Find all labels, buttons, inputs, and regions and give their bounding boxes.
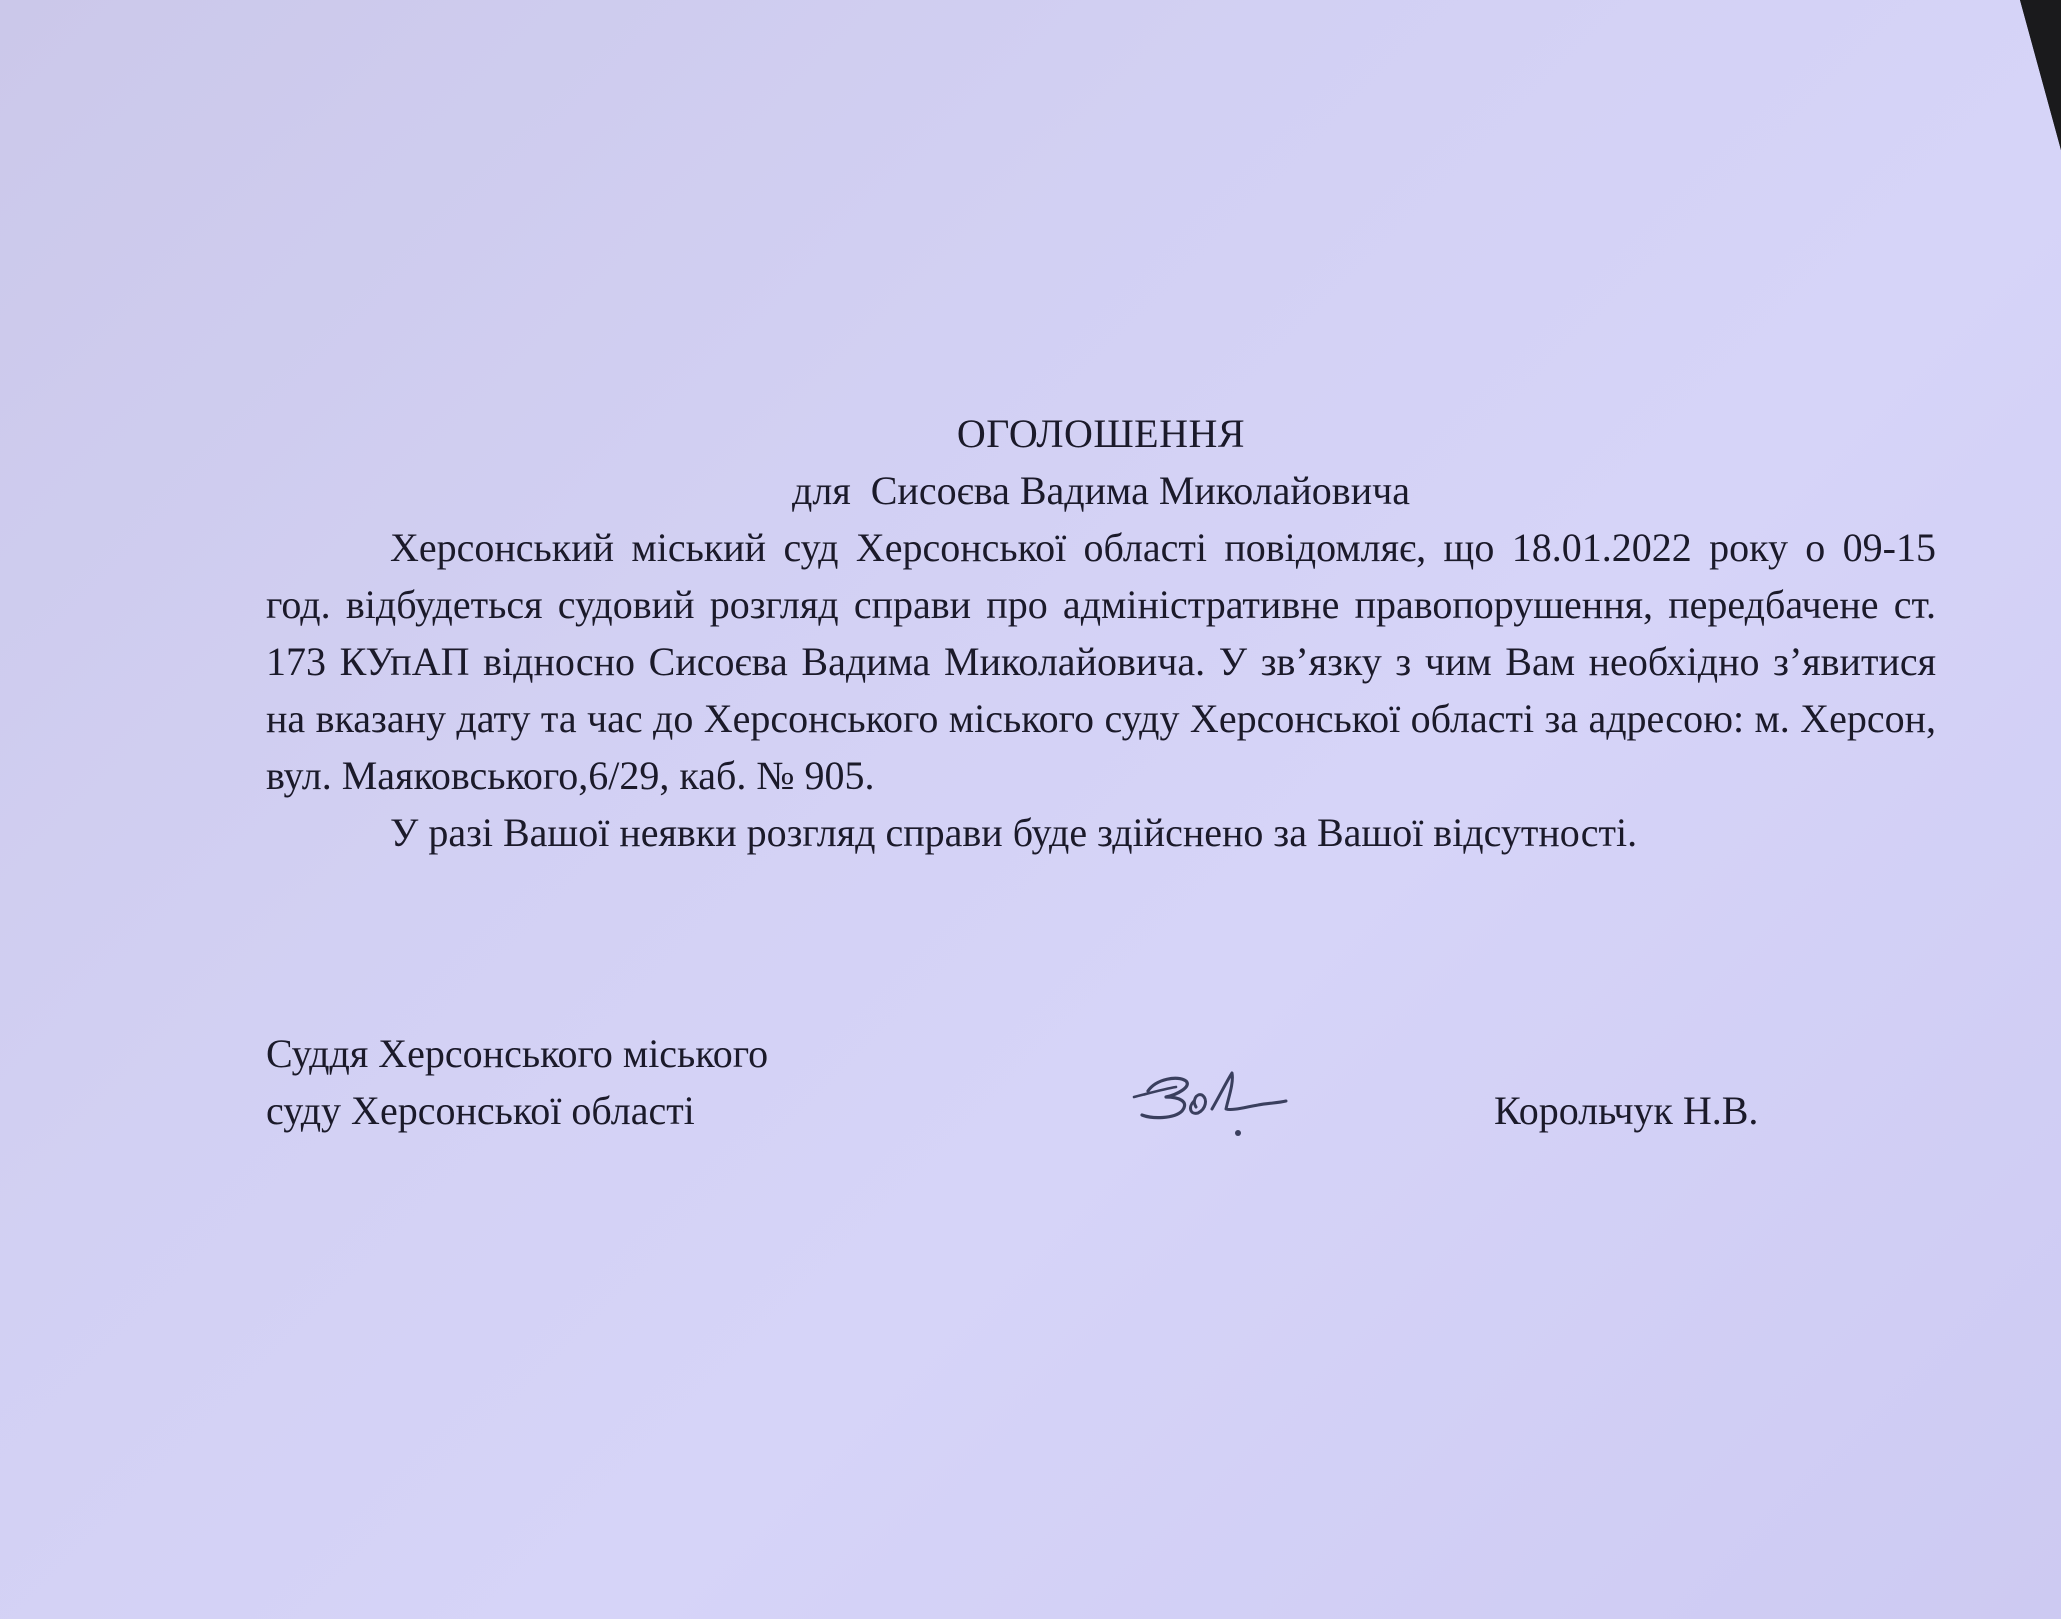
announcement-body [266,405,1936,861]
handwritten-signature [1116,1049,1296,1149]
judge-position-line-2: суду Херсонської області [266,1088,695,1133]
judge-position [266,1025,768,1139]
addressee-line: для Сисоєва Вадима Миколайовича [792,468,1410,513]
absence-notice-paragraph: У разі Вашої неявки розгляд справи буде здійснено за Вашої відсутності. [390,810,1638,855]
judge-name: Корольчук Н.В. [1494,1088,1759,1133]
signature-block [266,1025,1936,1165]
judge-position-line-1: Суддя Херсонського міського [266,1031,769,1076]
main-paragraph: Херсонський міський суд Херсонської області повідомляє, що 18.01.2022 року о 09-15 год. відбудеться судовий розгляд справи про адміністративне правопорушення, передбачене ст. 173 КУпАП відносно Сисоєва Вадима Миколайовича. У зв’язку з чим Вам необхідно з’явитися на вказану дату та час до Херсонського міського суду Херсонської області за адресою: м. Херсон, вул. Маяковського,6/29, каб. № 905. [266,525,1936,798]
document-title: ОГОЛОШЕННЯ [956,411,1246,456]
